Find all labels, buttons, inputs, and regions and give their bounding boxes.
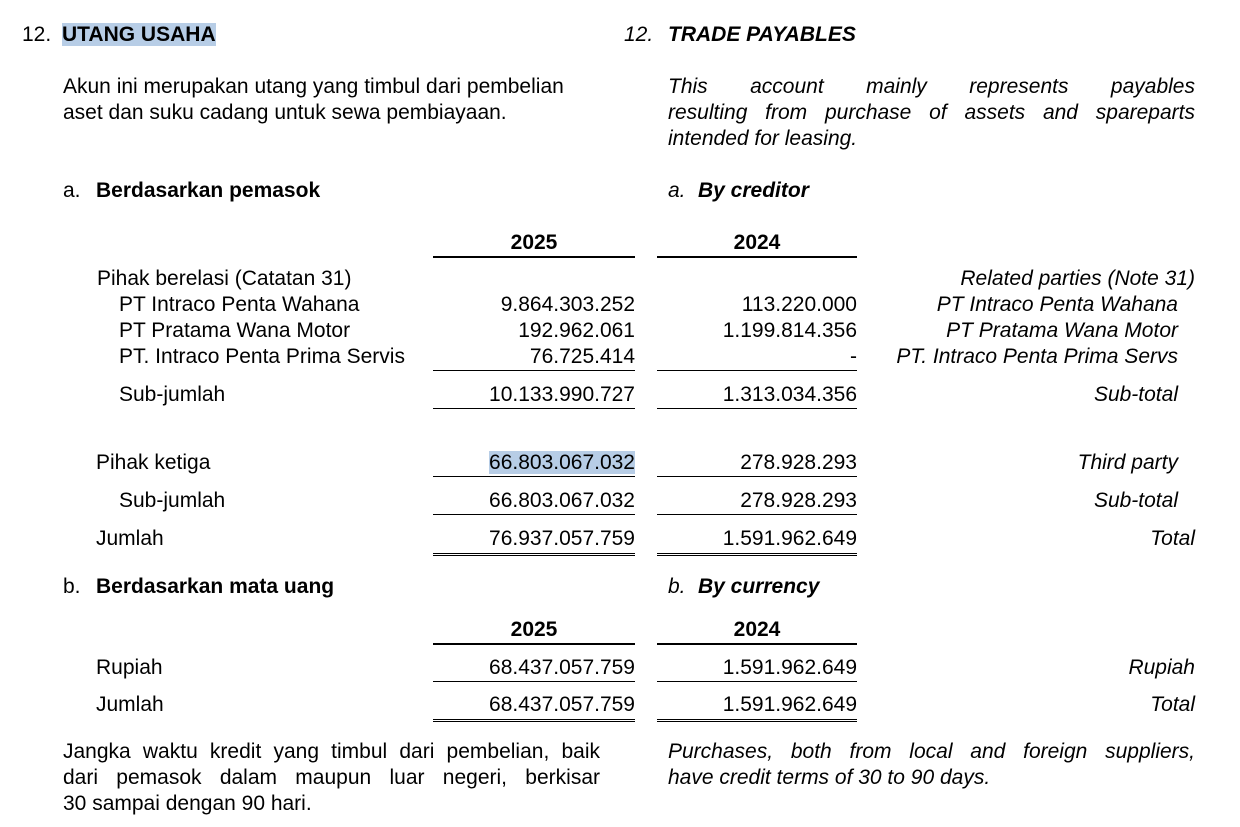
intro-id-line2: aset dan suku cadang untuk sewa pembiayaan. <box>63 101 507 124</box>
year-header-2024: 2024 <box>657 618 857 645</box>
related-parties-label-en: Related parties (Note 31) <box>960 267 1195 290</box>
section-number-en: 12. <box>624 23 654 46</box>
footer-en-line2: have credit terms of 30 to 90 days. <box>668 766 991 789</box>
intro-id-line1: Akun ini merupakan utang yang timbul dari pembelian <box>63 75 564 98</box>
part-a-heading-en: By creditor <box>698 179 809 202</box>
total-label-en: Total <box>1150 693 1195 716</box>
footer-id-line1: Jangka waktu kredit yang timbul dari pembelian, baik <box>63 740 600 763</box>
section-number-id: 12. <box>22 23 52 46</box>
total-value-2025: 76.937.057.759 <box>433 527 635 556</box>
part-a-heading-id: Berdasarkan pemasok <box>96 179 321 202</box>
row-label-en: PT. Intraco Penta Prima Servs <box>896 345 1178 368</box>
third-party-value-2024: 278.928.293 <box>657 451 857 477</box>
rupiah-label-id: Rupiah <box>96 656 163 679</box>
section-title-id-text: UTANG USAHA <box>62 23 216 46</box>
part-b-letter-id: b. <box>63 575 81 598</box>
subtotal-value-2025: 66.803.067.032 <box>433 489 635 515</box>
third-party-label-en: Third party <box>1077 451 1178 474</box>
total-label-id: Jumlah <box>96 527 164 550</box>
intro-en-line1: This account mainly represents payables <box>668 75 1195 98</box>
row-value-2024: 1.199.814.356 <box>722 319 857 342</box>
subtotal-label-id: Sub-jumlah <box>119 489 226 512</box>
section-title-id <box>62 23 216 47</box>
row-value-2025: 192.962.061 <box>518 319 635 342</box>
row-label-id: PT Pratama Wana Motor <box>119 319 351 342</box>
subtotal-value-2024: 278.928.293 <box>657 489 857 515</box>
subtotal-value-2024: 1.313.034.356 <box>657 383 857 409</box>
total-label-id: Jumlah <box>96 693 164 716</box>
footer-en-line1: Purchases, both from local and foreign suppliers, <box>668 740 1195 763</box>
rupiah-value-2025: 68.437.057.759 <box>433 656 635 682</box>
year-header-2025: 2025 <box>433 618 635 645</box>
third-party-value-2025-text: 66.803.067.032 <box>489 451 635 474</box>
row-label-id: PT Intraco Penta Wahana <box>119 293 360 316</box>
total-value-2024: 1.591.962.649 <box>657 527 857 556</box>
subtotal-label-en: Sub-total <box>1093 383 1178 406</box>
subtotal-label-en: Sub-total <box>1093 489 1178 512</box>
footer-id-line3: 30 sampai dengan 90 hari. <box>63 792 312 815</box>
part-b-heading-en: By currency <box>698 575 820 598</box>
row-value-2025: 9.864.303.252 <box>500 293 635 316</box>
third-party-label-id: Pihak ketiga <box>96 451 211 474</box>
intro-en-line2: resulting from purchase of assets and spareparts <box>668 101 1195 124</box>
row-label-en: PT Intraco Penta Wahana <box>936 293 1178 316</box>
total-value-2024: 1.591.962.649 <box>657 693 857 722</box>
subtotal-label-id: Sub-jumlah <box>119 383 226 406</box>
subtotal-value-2025: 10.133.990.727 <box>433 383 635 409</box>
row-value-2024: 113.220.000 <box>741 293 857 316</box>
row-label-id: PT. Intraco Penta Prima Servis <box>119 345 405 368</box>
related-parties-label-id: Pihak berelasi (Catatan 31) <box>97 267 352 290</box>
year-header-2025: 2025 <box>433 231 635 258</box>
footer-id-line2: dari pemasok dalam maupun luar negeri, berkisar <box>63 766 600 789</box>
rupiah-value-2024: 1.591.962.649 <box>657 656 857 682</box>
row-label-en: PT Pratama Wana Motor <box>946 319 1178 342</box>
part-b-letter-en: b. <box>668 575 686 598</box>
part-a-letter-id: a. <box>63 179 81 202</box>
total-value-2025: 68.437.057.759 <box>433 693 635 722</box>
part-a-letter-en: a. <box>668 179 686 202</box>
row-value-2025: 76.725.414 <box>433 345 635 371</box>
year-header-2024: 2024 <box>657 231 857 258</box>
part-b-heading-id: Berdasarkan mata uang <box>96 575 335 598</box>
total-label-en: Total <box>1150 527 1195 550</box>
third-party-value-2025 <box>433 451 635 477</box>
row-value-2024: - <box>657 345 857 371</box>
rupiah-label-en: Rupiah <box>1128 656 1195 679</box>
intro-en-line3: intended for leasing. <box>668 127 858 150</box>
section-title-en: TRADE PAYABLES <box>668 23 856 46</box>
